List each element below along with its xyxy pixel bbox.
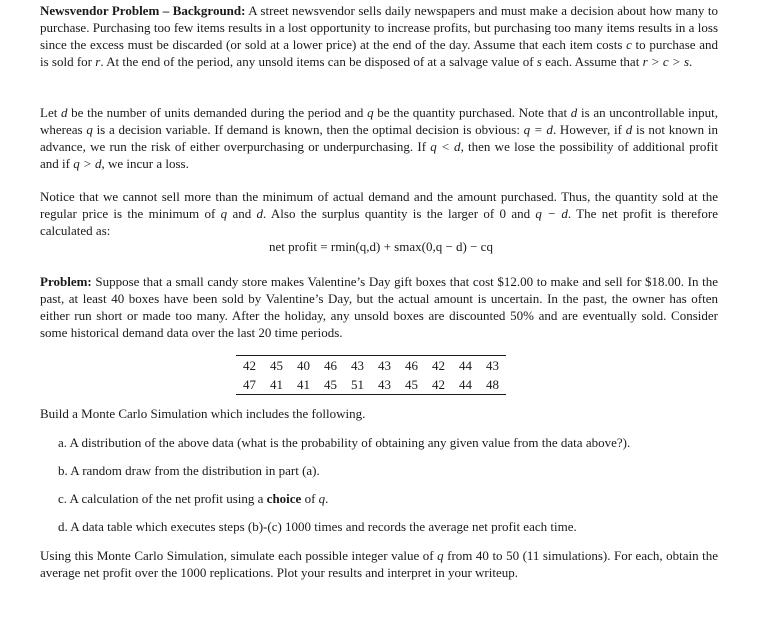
table-cell: 44 (459, 377, 472, 392)
list-item-b: b. A random draw from the distribution in part (a). (58, 463, 320, 478)
net-profit-formula: net profit = rmin(q,d) + smax(0,q − d) − cq (269, 239, 493, 254)
table-cell: 46 (405, 358, 418, 373)
table-cell: 47 (243, 377, 256, 392)
build-intro: Build a Monte Carlo Simulation which includes the following. (40, 406, 366, 421)
table-cell: 41 (297, 377, 310, 392)
table-cell: 48 (486, 377, 499, 392)
list-item-a: a. A distribution of the above data (what is the probability of obtaining any given value from the data above?). (58, 435, 631, 450)
table-cell: 45 (270, 358, 283, 373)
table-row (236, 356, 506, 376)
problem-paragraph: Problem: Suppose that a small candy store makes Valentine’s Day gift boxes that cost $12.00 to make and sell for $18.00. In the past, at least 40 boxes have been sold by Valentine’s Day, but the actual amount is uncertain. In the past, the owner has often either run short or made too many. After the holiday, any unsold boxes are discounted 50% and are eventually sold. Consider some historical demand data over the last 20 time periods. (40, 274, 718, 340)
demand-definition-paragraph: Let d be the number of units demanded during the period and q be the quantity purchased. Note that d is an uncontrollable input, whereas q is a decision variable. If demand is known, then the optimal decision is obvious: q = d. However, if d is not known in advance, we run the risk of either overpurchasing or underpurchasing. If q < d, then we lose the possibility of additional profit and if q > d, we incur a loss. (40, 105, 718, 171)
table-cell: 43 (378, 377, 391, 392)
table-cell: 42 (432, 377, 445, 392)
table-cell: 42 (432, 358, 445, 373)
table-row (236, 375, 506, 395)
table-cell: 45 (405, 377, 418, 392)
final-instructions: Using this Monte Carlo Simulation, simulate each possible integer value of q from 40 to 50 (11 simulations). For each, obtain the average net profit over the 1000 replications. Plot your results and interpret in your writeup. (40, 548, 719, 580)
table-cell: 41 (270, 377, 283, 392)
demand-data-table (236, 355, 506, 395)
table-cell: 46 (324, 358, 337, 373)
table-cell: 43 (351, 358, 364, 373)
table-cell: 43 (486, 358, 499, 373)
net-profit-paragraph: Notice that we cannot sell more than the minimum of actual demand and the amount purchased. Thus, the quantity sold at the regular price is the minimum of q and d. Also the surplus quantity is the larger of 0 and q − d. The net profit is therefore calculated as: (40, 189, 718, 238)
table-cell: 45 (324, 377, 337, 392)
list-item-c: c. A calculation of the net profit using a choice of q. (58, 491, 329, 506)
table-cell: 43 (378, 358, 391, 373)
table-cell: 42 (243, 358, 256, 373)
problem-label: Problem: (40, 274, 92, 289)
list-item-d: d. A data table which executes steps (b)-(c) 1000 times and records the average net profit each time. (58, 519, 577, 534)
table-cell: 44 (459, 358, 472, 373)
table-cell: 40 (297, 358, 310, 373)
background-heading: Newsvendor Problem – Background: (40, 3, 246, 18)
table-cell: 51 (351, 377, 364, 392)
background-paragraph: Newsvendor Problem – Background: A street newsvendor sells daily newspapers and must make a decision about how many to purchase. Purchasing too few items results in a lost opportunity to increase profits, but purchasing too many items results in a loss since the excess must be discarded (or sold at a lower price) at the end of the day. Assume that each item costs c to purchase and is sold for r. At the end of the period, any unsold items can be disposed of at a salvage value of s each. Assume that r > c > s. (40, 3, 719, 69)
